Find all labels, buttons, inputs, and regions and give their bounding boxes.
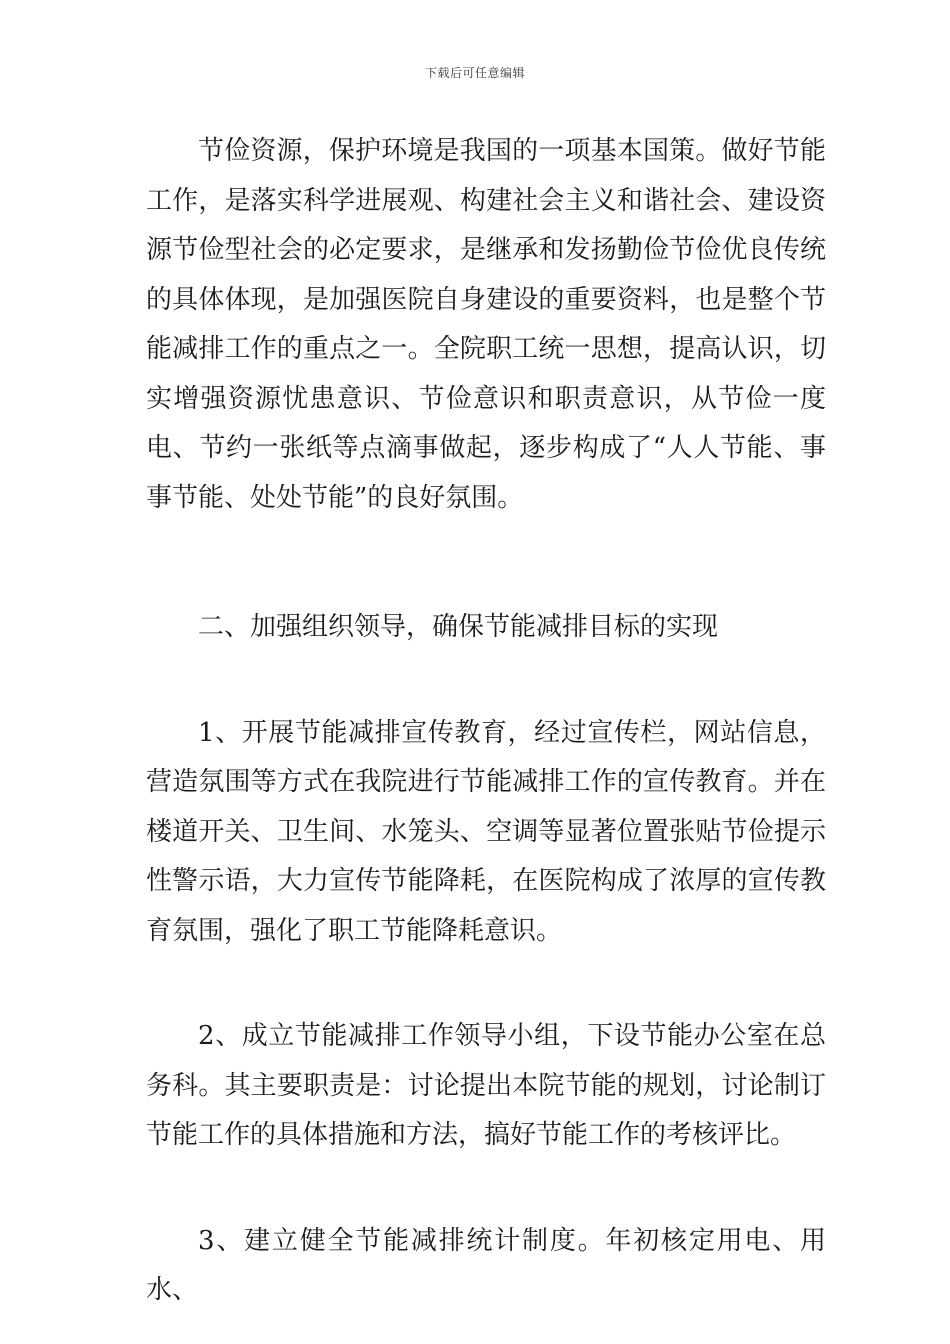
spacer xyxy=(146,956,826,1012)
intro-paragraph: 节俭资源，保护环境是我国的一项基本国策。做好节能工作，是落实科学进展观、构建社会主义和谐社会、建设资源节俭型社会的必定要求，是继承和发扬勤俭节俭优良传统的具体体现，是加强医院自身建设的重要资料，也是整个节能减排工作的重点之一。全院职工统一思想，提高认识，切实增强资源忧患意识、节俭意识和职责意识，从节俭一度电、节约一张纸等点滴事做起，逐步构成了“人人节能、事事节能、处处节能”的良好氛围。 xyxy=(146,136,826,513)
item-3-paragraph: 3、建立健全节能减排统计制度。年初核定用电、用水、 xyxy=(146,1225,826,1305)
document-body xyxy=(146,127,826,1316)
section-heading: 二、加强组织领导，确保节能减排目标的实现 xyxy=(198,612,719,642)
page-header-note: 下载后可任意编辑 xyxy=(424,66,525,80)
item-1-paragraph: 1、开展节能减排宣传教育，经过宣传栏，网站信息，营造氛围等方式在我院进行节能减排工作的宣传教育。并在楼道开关、卫生间、水笼头、空调等显著位置张贴节俭提示性警示语，大力宣传节能降耗，在医院构成了浓厚的宣传教育氛围，强化了职工节能降耗意识。 xyxy=(146,717,826,946)
spacer xyxy=(146,653,826,709)
spacer xyxy=(146,1161,826,1217)
spacer xyxy=(146,523,826,603)
item-2-paragraph: 2、成立节能减排工作领导小组，下设节能办公室在总务科。其主要职责是：讨论提出本院节能的规划，讨论制订节能工作的具体措施和方法，搞好节能工作的考核评比。 xyxy=(146,1021,826,1150)
